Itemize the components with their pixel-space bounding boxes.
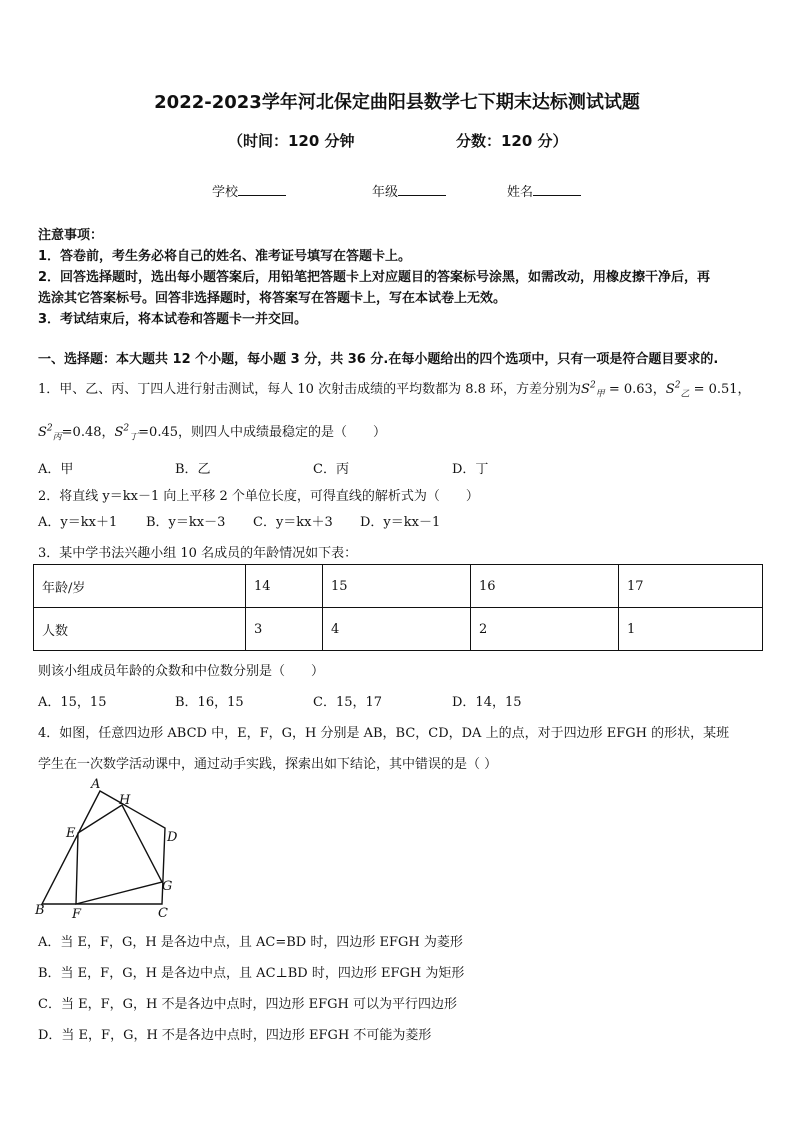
table-cell: 15: [323, 565, 471, 608]
q2-option-c: C．y＝kx＋3: [253, 515, 333, 530]
table-cell: 17: [619, 565, 763, 608]
variance-symbol: $S^2_丁$: [114, 423, 139, 443]
section-heading: 一、选择题：本大题共 12 个小题，每小题 3 分，共 36 分.在每小题给出的四个选项中，只有一项是符合题目要求的.: [38, 352, 719, 367]
school-blank: [238, 183, 286, 196]
variance-symbol: $S^2_乙$: [665, 380, 690, 400]
table-cell: 4: [323, 608, 471, 651]
table-cell: 年龄/岁: [34, 565, 246, 608]
page-title: 2022-2023学年河北保定曲阳县数学七下期末达标测试试题: [154, 92, 640, 113]
quadrilateral-figure: [30, 776, 190, 920]
variance-bing: =0.48，: [61, 425, 115, 440]
q3-stem: 3．某中学书法兴趣小组 10 名成员的年龄情况如下表：: [38, 546, 358, 561]
q1-line1: 1．甲、乙、丙、丁四人进行射击测试，每人 10 次射击成绩的平均数都为 8.8 环，方差分别为: [38, 382, 582, 397]
variance-symbol: $S^2_丙$: [38, 423, 62, 443]
grade-blank: [398, 183, 446, 196]
label-b: B: [35, 903, 45, 918]
q3-option-c: C．15，17: [313, 695, 383, 710]
label-a: A: [91, 777, 101, 792]
label-f: F: [72, 907, 82, 920]
note-item-2: 2．回答选择题时，选出每小题答案后，用铅笔把答题卡上对应题目的答案标号涂黑，如需改动，用橡皮擦干净后，再: [38, 270, 711, 285]
q1-option-c: C．丙: [313, 462, 349, 477]
name-field: [507, 181, 581, 200]
label-c: C: [158, 906, 168, 920]
q2-option-d: D．y＝kx－1: [360, 515, 441, 530]
name-label: 姓名: [507, 185, 534, 200]
q1-stem: [38, 378, 751, 400]
q3-option-b: B．16，15: [175, 695, 244, 710]
q3-ask: 则该小组成员年龄的众数和中位数分别是（ ）: [38, 664, 325, 679]
variance-jia: = 0.63，: [604, 382, 666, 397]
q1-stem-cont: [38, 421, 386, 443]
q4-option-c: C．当 E，F，G，H 不是各边中点时，四边形 EFGH 可以为平行四边形: [38, 997, 457, 1012]
q4-stem-1: 4．如图，任意四边形 ABCD 中，E，F，G，H 分别是 AB，BC，CD，DA 上的点，对于四边形 EFGH 的形状，某班: [38, 726, 730, 741]
school-field: [212, 181, 286, 200]
table-cell: 人数: [34, 608, 246, 651]
q1-option-d: D．丁: [452, 462, 489, 477]
exam-time: （时间：120 分钟: [228, 132, 355, 150]
table-cell: 16: [471, 565, 619, 608]
grade-label: 年级: [372, 185, 399, 200]
q4-option-b: B．当 E，F，G，H 是各边中点，且 AC⊥BD 时，四边形 EFGH 为矩形: [38, 966, 465, 981]
exam-score: 分数：120 分）: [456, 132, 568, 150]
q3-options: [0, 691, 794, 709]
label-h: H: [119, 793, 131, 808]
notes-heading: 注意事项：: [38, 228, 104, 243]
q3-option-a: A．15，15: [38, 695, 107, 710]
q2-option-a: A．y＝kx＋1: [38, 515, 118, 530]
table-row: [34, 608, 763, 651]
name-blank: [533, 183, 581, 196]
label-g: G: [162, 879, 173, 894]
table-cell: 2: [471, 608, 619, 651]
age-table: [33, 564, 763, 651]
q4-option-a: A．当 E，F，G，H 是各边中点，且 AC=BD 时，四边形 EFGH 为菱形: [38, 935, 463, 950]
table-cell: 1: [619, 608, 763, 651]
q2-stem: 2．将直线 y＝kx－1 向上平移 2 个单位长度，可得直线的解析式为（ ）: [38, 489, 479, 504]
quadrilateral-efgh: [76, 805, 162, 904]
variance-ding: =0.45，则四人中成绩最稳定的是（ ）: [138, 425, 386, 440]
quadrilateral-abcd: [42, 791, 165, 904]
note-item-2-cont: 选涂其它答案标号。回答非选择题时，将答案写在答题卡上，写在本试卷上无效。: [38, 291, 507, 306]
table-cell: 14: [246, 565, 323, 608]
table-cell: 3: [246, 608, 323, 651]
q4-option-d: D．当 E，F，G，H 不是各边中点时，四边形 EFGH 不可能为菱形: [38, 1028, 432, 1043]
q4-stem-2: 学生在一次数学活动课中，通过动手实践，探索出如下结论，其中错误的是（ ）: [38, 757, 498, 772]
note-item-3: 3．考试结束后，将本试卷和答题卡一并交回。: [38, 312, 308, 327]
grade-field: [372, 181, 446, 200]
note-item-1: 1．答卷前，考生务必将自己的姓名、准考证号填写在答题卡上。: [38, 249, 412, 264]
label-d: D: [167, 830, 178, 845]
q2-option-b: B．y＝kx－3: [146, 515, 226, 530]
school-label: 学校: [212, 185, 239, 200]
q1-option-a: A．甲: [38, 462, 74, 477]
label-e: E: [66, 826, 76, 841]
q3-option-d: D．14，15: [452, 695, 522, 710]
variance-yi: = 0.51，: [689, 382, 751, 397]
q1-option-b: B．乙: [175, 462, 211, 477]
variance-symbol: $S^2_甲$: [581, 380, 605, 400]
q1-options: [0, 458, 794, 476]
q2-options: [0, 511, 794, 529]
table-row: [34, 565, 763, 608]
